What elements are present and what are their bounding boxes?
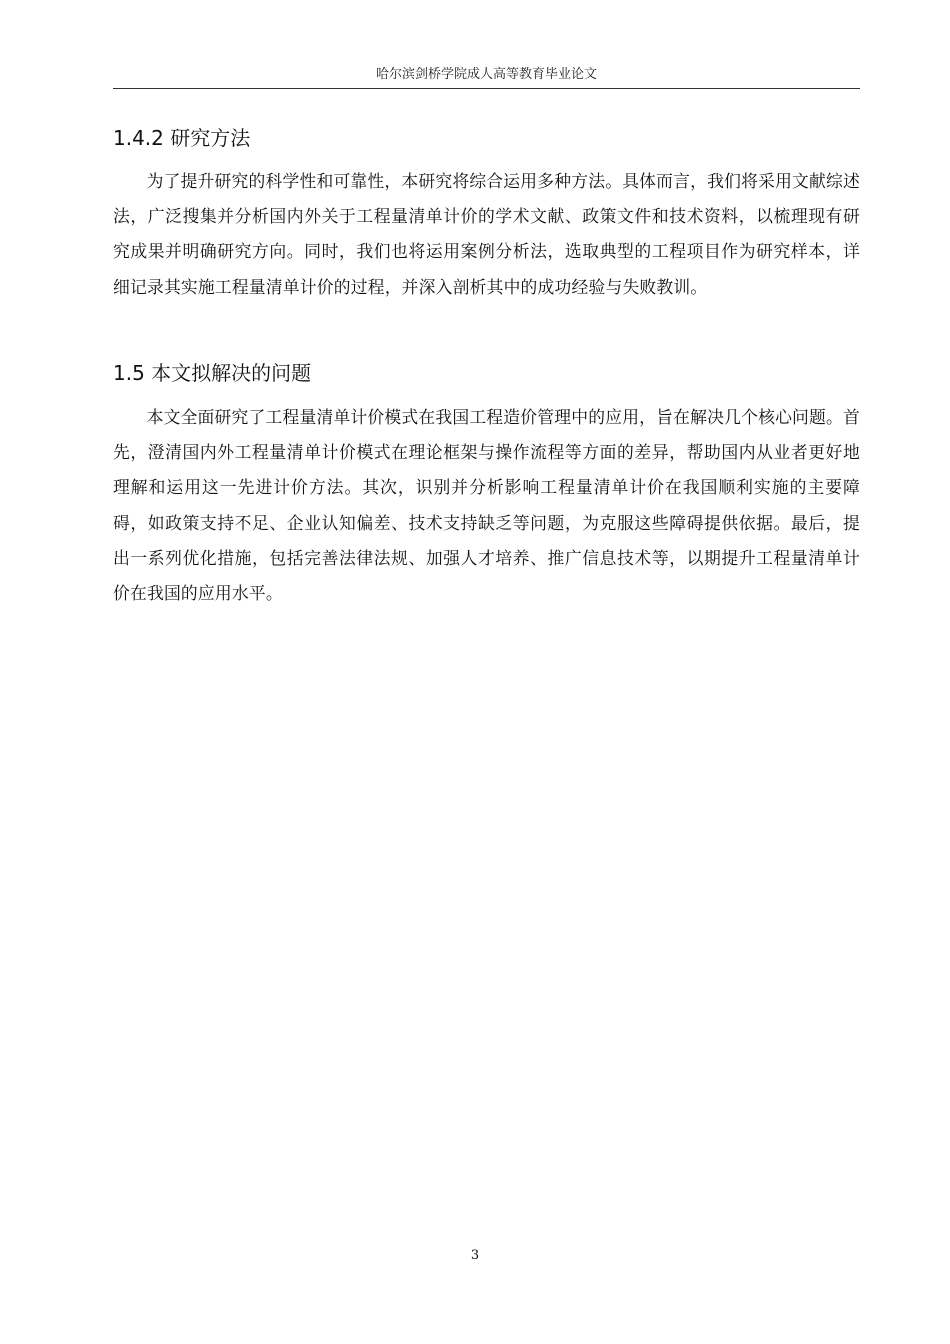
section-heading-problems-to-solve: 1.5 本文拟解决的问题: [113, 361, 312, 385]
header-rule: [113, 88, 860, 89]
paragraph-research-methods: 为了提升研究的科学性和可靠性，本研究将综合运用多种方法。具体而言，我们将采用文献综述法，广泛搜集并分析国内外关于工程量清单计价的学术文献、政策文件和技术资料，以梳理现有研究成果并明确研究方向。同时，我们也将运用案例分析法，选取典型的工程项目作为研究样本，详细记录其实施工程量清单计价的过程，并深入剖析其中的成功经验与失败教训。: [113, 171, 860, 297]
paragraph-problems-to-solve: 本文全面研究了工程量清单计价模式在我国工程造价管理中的应用，旨在解决几个核心问题。首先，澄清国内外工程量清单计价模式在理论框架与操作流程等方面的差异，帮助国内从业者更好地理解和运用这一先进计价方法。其次，识别并分析影响工程量清单计价在我国顺利实施的主要障碍，如政策支持不足、企业认知偏差、技术支持缺乏等问题，为克服这些障碍提供依据。最后，提出一系列优化措施，包括完善法律法规、加强人才培养、推广信息技术等，以期提升工程量清单计价在我国的应用水平。: [113, 407, 860, 604]
page-header-title: 哈尔滨剑桥学院成人高等教育毕业论文: [375, 67, 597, 82]
section-heading-research-methods: 1.4.2 研究方法: [113, 126, 251, 150]
page-number: 3: [470, 1248, 480, 1263]
